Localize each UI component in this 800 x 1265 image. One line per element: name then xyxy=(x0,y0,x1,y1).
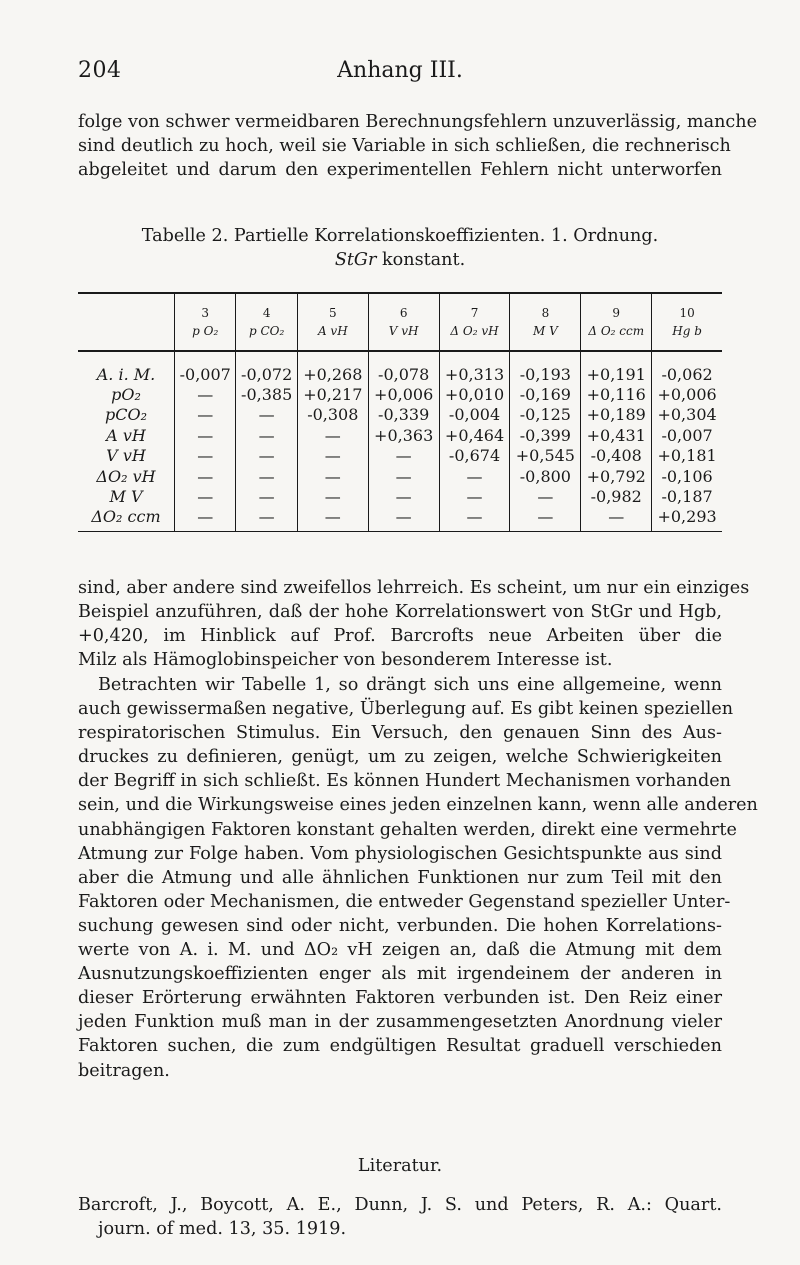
table-cell: +0,006 xyxy=(652,384,722,404)
table-cell: — xyxy=(297,466,368,486)
intro-line: abgeleitet und darum den experimentellen Fehlern nicht unterworfen xyxy=(78,160,722,181)
table-cell: -0,125 xyxy=(510,405,581,425)
body-paragraph-2 xyxy=(78,673,758,1083)
running-head xyxy=(78,58,722,88)
correlation-table xyxy=(78,292,722,532)
body-paragraph-1 xyxy=(78,576,750,672)
body-line: jeden Funktion muß man in der zusammengesetzten Anordnung vieler xyxy=(78,1012,722,1033)
table-cell: — xyxy=(368,466,439,486)
body-line: sein, und die Wirkungsweise eines jeden einzelnen kann, wenn alle anderen xyxy=(78,795,758,816)
table-cell: +0,363 xyxy=(368,425,439,445)
table-row xyxy=(78,486,722,506)
table-row xyxy=(78,425,722,445)
table-cell: — xyxy=(236,486,297,506)
table-row xyxy=(78,507,722,532)
table-caption-title: Tabelle 2. Partielle Korrelationskoeffizienten. 1. Ordnung. xyxy=(141,226,659,246)
intro-line: folge von schwer vermeidbaren Berechnungsfehlern unzuverlässig, manche xyxy=(78,112,758,132)
table-cell: -0,007 xyxy=(652,425,722,445)
table-cell: — xyxy=(175,486,236,506)
body-line: Ausnutzungskoeffizienten enger als mit irgendeinem der anderen in xyxy=(78,964,722,985)
body-line: Milz als Hämoglobinspeicher von besonderem Interesse ist. xyxy=(78,650,613,671)
table-cell: -0,408 xyxy=(581,446,652,466)
table-cell: +0,792 xyxy=(581,466,652,486)
table-cell: -0,169 xyxy=(510,384,581,404)
table-cell: +0,191 xyxy=(581,351,652,384)
literature-heading: Literatur. xyxy=(357,1156,443,1176)
body-line: Faktoren suchen, die zum endgültigen Resultat graduell verschieden xyxy=(78,1036,722,1057)
body-line: respiratorischen Stimulus. Ein Versuch, den genauen Sinn des Aus- xyxy=(78,723,722,744)
table-cell: -0,062 xyxy=(652,351,722,384)
table-cell: -0,007 xyxy=(175,351,236,384)
table-cell: — xyxy=(439,507,510,532)
row-label: A vH xyxy=(106,425,146,445)
table-cell: — xyxy=(439,486,510,506)
column-header: 4 p CO₂ xyxy=(236,293,297,351)
table-cell: — xyxy=(175,507,236,532)
literature-reference xyxy=(78,1193,722,1241)
body-line: der Begriff in sich schließt. Es können Hundert Mechanismen vorhanden xyxy=(78,771,731,792)
table-body xyxy=(78,351,722,532)
table-cell: +0,545 xyxy=(510,446,581,466)
table-cell: +0,313 xyxy=(439,351,510,384)
table-cell: — xyxy=(236,446,297,466)
table-cell: — xyxy=(236,425,297,445)
row-label: A. i. M. xyxy=(96,364,156,384)
table-cell: — xyxy=(175,384,236,404)
body-line: Atmung zur Folge haben. Vom physiologischen Gesichtspunkte aus sind xyxy=(78,843,722,864)
table-row xyxy=(78,446,722,466)
table-row xyxy=(78,466,722,486)
table-cell: +0,189 xyxy=(581,405,652,425)
table-cell: — xyxy=(581,507,652,532)
table-row xyxy=(78,384,722,404)
table-cell: -0,674 xyxy=(439,446,510,466)
body-line: Beispiel anzuführen, daß der hohe Korrelationswert von StGr und Hgb, xyxy=(78,602,722,623)
reference-line: journ. of med. 13, 35. 1919. xyxy=(98,1219,347,1240)
body-line: beitragen. xyxy=(78,1060,170,1081)
table-cell: -0,072 xyxy=(236,351,297,384)
table-caption-subtitle xyxy=(78,248,722,272)
table-cell: +0,217 xyxy=(297,384,368,404)
page-number: 204 xyxy=(78,58,122,83)
body-line: dieser Erörterung erwähnten Faktoren verbunden ist. Den Reiz einer xyxy=(78,988,722,1009)
table-cell: — xyxy=(439,466,510,486)
table-cell: -0,187 xyxy=(652,486,722,506)
body-line: Faktoren oder Mechanismen, die entweder Gegenstand spezieller Unter- xyxy=(78,891,731,912)
column-header: 7 Δ O₂ vH xyxy=(439,293,510,351)
table-cell: — xyxy=(368,486,439,506)
running-title: Anhang III. xyxy=(337,58,463,83)
body-line: sind, aber andere sind zweifellos lehrreich. Es scheint, um nur ein einziges xyxy=(78,578,750,598)
body-line: aber die Atmung und alle ähnlichen Funktionen nur zum Teil mit den xyxy=(78,867,722,888)
table-cell: -0,308 xyxy=(297,405,368,425)
table-cell: — xyxy=(236,405,297,425)
intro-line: sind deutlich zu hoch, weil sie Variable in sich schließen, die rechnerisch xyxy=(78,136,731,157)
row-label: ΔO₂ ccm xyxy=(91,507,161,527)
table-cell: +0,304 xyxy=(652,405,722,425)
body-line: werte von A. i. M. und ΔO₂ vH zeigen an, daß die Atmung mit dem xyxy=(78,940,722,961)
caption-stgr: StGr xyxy=(334,250,377,270)
table-cell: +0,116 xyxy=(581,384,652,404)
body-line: +0,420, im Hinblick auf Prof. Barcrofts neue Arbeiten über die xyxy=(78,626,722,647)
row-label: pO₂ xyxy=(111,385,141,405)
table-cell: — xyxy=(297,507,368,532)
reference-line: Barcroft, J., Boycott, A. E., Dunn, J. S. und Peters, R. A.: Quart. xyxy=(78,1195,722,1215)
column-header: 6 V vH xyxy=(368,293,439,351)
column-header: 9 Δ O₂ ccm xyxy=(581,293,652,351)
table-cell: — xyxy=(368,446,439,466)
table-cell: +0,006 xyxy=(368,384,439,404)
table-cell: +0,268 xyxy=(297,351,368,384)
table-row xyxy=(78,351,722,384)
table-cell: — xyxy=(175,405,236,425)
table-cell: — xyxy=(236,507,297,532)
body-line: unabhängigen Faktoren konstant gehalten werden, direkt eine vermehrte xyxy=(78,819,737,840)
table-cell: -0,106 xyxy=(652,466,722,486)
table-cell: — xyxy=(236,466,297,486)
table-cell: +0,010 xyxy=(439,384,510,404)
table-cell: — xyxy=(368,507,439,532)
table-cell: -0,004 xyxy=(439,405,510,425)
table-cell: — xyxy=(297,446,368,466)
caption-constant: konstant. xyxy=(376,250,466,270)
table-cell: -0,385 xyxy=(236,384,297,404)
row-label: pCO₂ xyxy=(104,405,147,425)
table-header-row xyxy=(78,293,722,351)
row-label: ΔO₂ vH xyxy=(96,466,156,486)
column-header: 10 Hg b xyxy=(652,293,722,351)
table-cell: — xyxy=(510,507,581,532)
table-cell: +0,181 xyxy=(652,446,722,466)
table-cell: -0,982 xyxy=(581,486,652,506)
body-line: Betrachten wir Tabelle 1, so drängt sich uns eine allgemeine, wenn xyxy=(98,675,722,695)
table-cell: +0,464 xyxy=(439,425,510,445)
table-cell: — xyxy=(175,425,236,445)
body-line: suchung gewesen sind oder nicht, verbunden. Die hohen Korrelations- xyxy=(78,915,722,936)
table-cell: — xyxy=(175,446,236,466)
body-line: auch gewissermaßen negative, Überlegung auf. Es gibt keinen speziellen xyxy=(78,699,734,720)
intro-paragraph xyxy=(78,110,758,182)
table-cell: -0,399 xyxy=(510,425,581,445)
table-row xyxy=(78,405,722,425)
row-label: V vH xyxy=(106,446,146,466)
row-label: M V xyxy=(109,487,143,507)
table-cell: — xyxy=(297,486,368,506)
header-corner xyxy=(78,293,175,351)
table-cell: +0,293 xyxy=(652,507,722,532)
table-cell: — xyxy=(297,425,368,445)
table-cell: +0,431 xyxy=(581,425,652,445)
table-cell: -0,800 xyxy=(510,466,581,486)
column-header: 3 p O₂ xyxy=(175,293,236,351)
column-header: 8 M V xyxy=(510,293,581,351)
table-cell: -0,339 xyxy=(368,405,439,425)
table-cell: — xyxy=(510,486,581,506)
table-cell: — xyxy=(175,466,236,486)
table-cell: -0,193 xyxy=(510,351,581,384)
table-caption xyxy=(78,224,722,272)
body-line: druckes zu definieren, genügt, um zu zeigen, welche Schwierigkeiten xyxy=(78,747,722,768)
table-cell: -0,078 xyxy=(368,351,439,384)
column-header: 5 A vH xyxy=(297,293,368,351)
